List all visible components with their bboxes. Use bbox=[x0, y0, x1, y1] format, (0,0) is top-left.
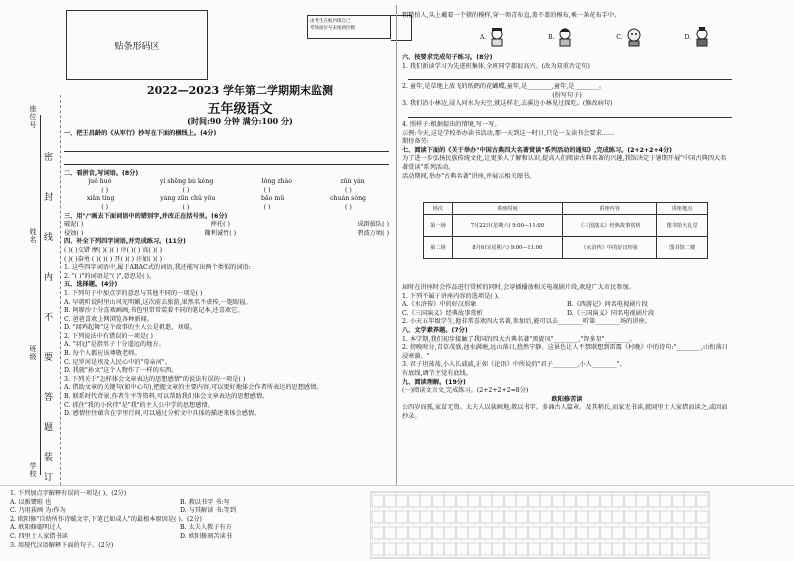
school-label: 学校 bbox=[29, 462, 37, 478]
option: D. 与其解读 书:等到 bbox=[180, 507, 237, 515]
s3-item: 侵蚀( ) bbox=[64, 229, 84, 237]
bottom-questions bbox=[10, 490, 350, 550]
grid-cell[interactable] bbox=[372, 495, 384, 507]
grid-cell[interactable] bbox=[600, 495, 612, 507]
grid-cell[interactable] bbox=[408, 527, 420, 539]
grid-cell[interactable] bbox=[396, 527, 408, 539]
right-column-lower bbox=[402, 284, 732, 422]
bottom-question-2: 2. 欧阳修"自幼所作诗赋文字,下笔已如成人"的最根本原因是( )。(2分) bbox=[10, 515, 202, 523]
option-label: A. bbox=[480, 33, 487, 41]
barcode-label: 贴条形码区 bbox=[114, 41, 160, 52]
pinyin: lǒng zhào bbox=[261, 178, 292, 186]
s5-q3-option-a: A. 借助文章的关键句(如中心句),把握文章的主要内容,可以更好地体会作者所表达的思想感情。 bbox=[64, 384, 323, 392]
seat-note-line1: 由考生在框内填自己 bbox=[310, 19, 351, 24]
grid-cell[interactable] bbox=[648, 511, 660, 523]
s7-option: D.《三国演义》同名电视剧片段 bbox=[567, 309, 655, 317]
seal-char-1: 密 bbox=[44, 153, 54, 163]
character-a-icon bbox=[489, 27, 505, 47]
seal-char-3: 线 bbox=[44, 233, 54, 243]
s5-q3-option-b: B. 联系时代背景,作者生平等资料,可以帮助我们体会文章表达的思想感情。 bbox=[64, 393, 269, 401]
grid-cell[interactable] bbox=[564, 527, 576, 539]
seal-char-9: 装 bbox=[44, 453, 54, 463]
s4-row-2: ( )( )奋勇 ( )( )( ) 开( )( ) 汗如( )( ) bbox=[64, 255, 162, 263]
grid-cell[interactable] bbox=[456, 527, 468, 539]
option: D. 欧阳修刻苦读书 bbox=[180, 532, 232, 540]
pinyin: chuán sòng bbox=[330, 195, 367, 203]
s8-question-2: 2. 傍晚时分,青草茂盛,池水满塘,远山落日,悠然宁静。这景色让人不禁联想到雷震《村晚》中的诗句:"________,山衔落日浸寒漪。" bbox=[402, 344, 728, 360]
grid-cell[interactable] bbox=[396, 543, 408, 555]
answer-line-2[interactable] bbox=[64, 156, 389, 165]
option: A. 以贩鹭畦 也 bbox=[10, 498, 52, 506]
seal-char-8: 题 bbox=[44, 423, 54, 433]
option-a[interactable] bbox=[480, 26, 505, 48]
grid-cell[interactable] bbox=[420, 527, 432, 539]
composition-grid[interactable] bbox=[370, 490, 710, 560]
option: C. 乃用荻画 为:作为 bbox=[10, 507, 66, 515]
option: C. 四里士人家借书读 bbox=[10, 532, 68, 540]
grid-cell[interactable] bbox=[612, 495, 624, 507]
answer-line-1[interactable] bbox=[64, 143, 389, 152]
grid-cell[interactable] bbox=[456, 511, 468, 523]
character-d-icon bbox=[694, 27, 710, 47]
lecture-schedule-table bbox=[423, 202, 708, 259]
s3-item: 碧波万顷( ) bbox=[357, 229, 389, 237]
s7-paragraph-2: 活动期间,举办"古典名著"讲座,并展示相关图书。 bbox=[402, 172, 536, 180]
grid-cell[interactable] bbox=[696, 543, 708, 555]
table-header: 讲座内容 bbox=[562, 203, 656, 215]
grid-cell[interactable] bbox=[660, 543, 672, 555]
table-cell: 图书馆大礼堂 bbox=[657, 215, 708, 237]
grid-cell[interactable] bbox=[552, 511, 564, 523]
seal-char-10: 订 bbox=[44, 473, 54, 483]
grid-cell[interactable] bbox=[420, 543, 432, 555]
grid-cell[interactable] bbox=[480, 511, 492, 523]
grid-cell[interactable] bbox=[432, 527, 444, 539]
s6-question-4: 4. 照样子:根据提出的情境,写一写。 bbox=[402, 120, 501, 128]
grid-cell[interactable] bbox=[504, 527, 516, 539]
grid-cell[interactable] bbox=[444, 495, 456, 507]
grid-cell[interactable] bbox=[564, 543, 576, 555]
s5-q2-option-c: C. 尼罗河是埃及人民心中的"母亲河"。 bbox=[64, 358, 171, 366]
section-1-heading: 一、把王昌龄的《从军行》抄写在下面的横线上。(4分) bbox=[64, 130, 217, 137]
grid-cell[interactable] bbox=[444, 511, 456, 523]
class-label: 班级 bbox=[29, 345, 37, 361]
option: B. 太夫人教子有方 bbox=[180, 524, 232, 532]
section-6-heading: 六、按要求完成句子练习。(8分) bbox=[402, 54, 493, 61]
s6-question-3: 3. 我们沿小林边,浸入河水为天空,就这样走,去溪边小林见过探吃。(修改病句) bbox=[402, 100, 613, 108]
grid-cell[interactable] bbox=[576, 495, 588, 507]
s5-q2-option-d: D. 我就"孙文"这个人物作了一样的东西。 bbox=[64, 367, 178, 375]
section-2-heading: 二、看拼音,写词语。(8分) bbox=[64, 169, 139, 177]
grid-cell[interactable] bbox=[540, 511, 552, 523]
s7-question-2: 2. 小天五年级学生,他非常喜欢四大名著,参加后,能可以去________听第________场的讲座。 bbox=[402, 318, 651, 326]
grid-cell[interactable] bbox=[696, 527, 708, 539]
grid-cell[interactable] bbox=[468, 495, 480, 507]
s8-question-3: 3. 君子坦荡荡,小人长戚戚,正如《论语》中所说的"君子________,小人________"。 bbox=[402, 361, 626, 369]
grid-cell[interactable] bbox=[552, 495, 564, 507]
grid-cell[interactable] bbox=[660, 511, 672, 523]
bottom-question-1: 1. 下列加点字解释有误的一项是( )。(2分) bbox=[10, 490, 127, 497]
s7-option: B.《西游记》同名电视剧片段 bbox=[567, 301, 648, 309]
grid-cell[interactable] bbox=[468, 543, 480, 555]
s7-paragraph: 为了进一步弘扬民族传统文化,让更多人了解和认识,提高人们阅读古典名著的兴趣,我馆决定于暑期开展"中国古典四大名著赏读"系列活动。 bbox=[402, 155, 727, 171]
grid-cell[interactable] bbox=[552, 543, 564, 555]
table-header: 场次 bbox=[424, 203, 453, 215]
grid-cell[interactable] bbox=[528, 543, 540, 555]
seal-char-7: 答 bbox=[44, 393, 54, 403]
grid-cell[interactable] bbox=[468, 527, 480, 539]
grid-cell[interactable] bbox=[648, 527, 660, 539]
option: A. 欧阳修聪明过人 bbox=[10, 524, 62, 532]
grid-cell[interactable] bbox=[624, 543, 636, 555]
seal-char-4: 内 bbox=[44, 273, 54, 283]
grid-cell[interactable] bbox=[636, 511, 648, 523]
grid-cell[interactable] bbox=[492, 511, 504, 523]
pinyin-row-2 bbox=[64, 195, 389, 204]
pinyin: yáng zūn chǔ yōu bbox=[160, 195, 216, 203]
grid-cell[interactable] bbox=[648, 495, 660, 507]
character-options bbox=[480, 26, 710, 48]
grid-cell[interactable] bbox=[684, 511, 696, 523]
s4-row-1: ( )( )交错 摩( )( )( ) 序( )( ) 真( )( ) bbox=[64, 246, 162, 254]
character-b-icon bbox=[557, 27, 573, 47]
option-b[interactable] bbox=[548, 26, 573, 48]
seal-line bbox=[40, 115, 41, 475]
grid-cell[interactable] bbox=[552, 527, 564, 539]
grid-cell[interactable] bbox=[468, 511, 480, 523]
exam-year-title: 2022—2023 学年第二学期期末监测 bbox=[146, 84, 334, 97]
grid-cell[interactable] bbox=[492, 543, 504, 555]
grid-cell[interactable] bbox=[456, 495, 468, 507]
grid-cell[interactable] bbox=[612, 527, 624, 539]
grid-cell[interactable] bbox=[528, 495, 540, 507]
grid-cell[interactable] bbox=[672, 511, 684, 523]
grid-cell[interactable] bbox=[600, 527, 612, 539]
section-3-heading: 三、用"/"画去下面词语中的错别字,并改正在括号里。(6分) bbox=[64, 212, 228, 220]
section-8-heading: 八、文学素养题。(7分) bbox=[402, 326, 468, 334]
s5-question-2: 2. 下列说法中有错误的一项是( ) bbox=[64, 332, 153, 340]
grid-cell[interactable] bbox=[624, 511, 636, 523]
character-description: 粗糙怕人,头上戴着一个猪的模样,穿一领青布直,盖不盖的模布,乘一条花布手中。 bbox=[402, 12, 621, 19]
s3-item: 成群拔队( ) bbox=[357, 221, 389, 229]
grid-cell[interactable] bbox=[600, 543, 612, 555]
s8-q3-note: 有底线,调节主觉有底线。 bbox=[402, 369, 473, 377]
left-column bbox=[64, 130, 389, 419]
grid-cell[interactable] bbox=[432, 511, 444, 523]
blank-row[interactable]: ( ) ( ) ( ) ( ) bbox=[101, 203, 352, 211]
right-column bbox=[402, 12, 732, 21]
reading-text: 公四岁而孤,家贫无资。太夫人以荻画地,教以书字。多诵古人篇章。及其稍长,而家无书读,就闾里士人家借而读之,或因而抄录。 bbox=[402, 404, 728, 420]
grid-cell[interactable] bbox=[684, 527, 696, 539]
grid-cell[interactable] bbox=[684, 543, 696, 555]
table-row bbox=[424, 215, 708, 237]
grid-cell[interactable] bbox=[612, 511, 624, 523]
grid-cell[interactable] bbox=[540, 495, 552, 507]
grid-cell[interactable] bbox=[528, 511, 540, 523]
grid-cell[interactable] bbox=[396, 495, 408, 507]
pinyin-row-1 bbox=[64, 178, 389, 187]
bottom-question-3: 3. 用现代汉语解释下面的句子。(2分) bbox=[10, 541, 114, 549]
grid-cell[interactable] bbox=[384, 495, 396, 507]
grid-cell[interactable] bbox=[612, 543, 624, 555]
grid-cell[interactable] bbox=[564, 495, 576, 507]
grid-cell[interactable] bbox=[408, 511, 420, 523]
s7-q1-options bbox=[402, 301, 732, 318]
column-divider bbox=[396, 5, 397, 485]
option-d[interactable] bbox=[684, 26, 710, 48]
s6-question-1: 1. 我们新读学习为先进班集体,全班同学都很高兴。(改为双重否定句) bbox=[402, 62, 590, 70]
grid-cell[interactable] bbox=[456, 543, 468, 555]
s5-q1-option-a: A. 早就听说阿里山风光明媚,这次前去旅游,果然名不虚传,一饱眼福。 bbox=[64, 298, 252, 306]
grid-cell[interactable] bbox=[492, 527, 504, 539]
s6-q4-prompt: 期待备劳: bbox=[402, 138, 429, 146]
grid-cell[interactable] bbox=[588, 495, 600, 507]
grid-cell[interactable] bbox=[516, 527, 528, 539]
grid-cell[interactable] bbox=[420, 495, 432, 507]
grid-cell[interactable] bbox=[372, 511, 384, 523]
grid-cell[interactable] bbox=[624, 527, 636, 539]
reading-title: 欧阳修苦读 bbox=[551, 395, 583, 403]
grid-cell[interactable] bbox=[588, 511, 600, 523]
grid-cell[interactable] bbox=[696, 511, 708, 523]
section-5-heading: 五、选择题。(4分) bbox=[64, 281, 118, 289]
s6-answer-line-1[interactable] bbox=[408, 71, 732, 80]
option-label: D. bbox=[684, 33, 691, 41]
grid-cell[interactable] bbox=[540, 527, 552, 539]
pinyin: zūn yán bbox=[340, 178, 365, 186]
seat-no-label: 座位号 bbox=[29, 105, 37, 129]
table-cell: 图书馆二楼 bbox=[657, 237, 708, 259]
name-label: 姓名 bbox=[29, 228, 37, 244]
s5-q2-option-a: A. "羽冠"是指男子十分遥远的地方。 bbox=[64, 341, 165, 349]
grid-cell[interactable] bbox=[432, 543, 444, 555]
grid-cell[interactable] bbox=[480, 543, 492, 555]
section-7-heading: 七、阅读下面的《关于举办"中国古典四大名著赏读"系列活动的通知》,完成练习。(2+2+2+4分) bbox=[402, 146, 672, 154]
grid-cell[interactable] bbox=[672, 543, 684, 555]
s6-question-2: 2. 童年,是草地上放飞的纸鹤的花蝴蝶,童年,是________,童年,是________。 bbox=[402, 83, 606, 91]
grid-cell[interactable] bbox=[432, 495, 444, 507]
s5-q1-option-c: C. 爸爸喜欢上网浏览各种新闻。 bbox=[64, 315, 153, 323]
s7-after-text: 届时在讲座时会作品进行赏析的同时,会穿插播放相关电视剧片段,欢迎广大市民参加。 bbox=[402, 284, 635, 291]
grid-cell[interactable] bbox=[480, 495, 492, 507]
grid-cell[interactable] bbox=[516, 511, 528, 523]
s4-question-2: 2. "( )"的词语是"( )",意思是( )。 bbox=[64, 272, 156, 280]
s7-option: A.《水浒传》中的好汉形象 bbox=[402, 301, 477, 309]
table-cell: 8月6日(星期六) 9:00—11:00 bbox=[452, 237, 562, 259]
option-label: B. bbox=[548, 33, 555, 41]
blank-row[interactable]: ( ) ( ) ( ) ( ) bbox=[101, 186, 352, 194]
s7-option: C.《三国演义》经典故事赏析 bbox=[402, 309, 483, 317]
grid-cell[interactable] bbox=[384, 527, 396, 539]
grid-cell[interactable] bbox=[588, 527, 600, 539]
grid-cell[interactable] bbox=[504, 495, 516, 507]
pinyin: jué huó bbox=[88, 178, 112, 186]
s5-q3-option-c: C. 抓住"我的小伙伴"是"我"的主人公中学的思想感情。 bbox=[64, 401, 214, 409]
s5-question-3: 3. 下列关于"怎样体会文章表达的思想感情"的说法有误的一项是( ) bbox=[64, 375, 246, 383]
s6-q4-example: 示例:今天,这是学校举办读书活动,那一天到这一时日,只是一支读书会要求…… bbox=[402, 129, 615, 137]
grid-cell[interactable] bbox=[516, 543, 528, 555]
grid-cell[interactable] bbox=[528, 527, 540, 539]
grid-cell[interactable] bbox=[444, 543, 456, 555]
grid-cell[interactable] bbox=[408, 495, 420, 507]
grid-cell[interactable] bbox=[396, 511, 408, 523]
grid-cell[interactable] bbox=[384, 511, 396, 523]
grid-cell[interactable] bbox=[504, 511, 516, 523]
grid-cell[interactable] bbox=[504, 543, 516, 555]
exam-meta: (时间:90 分钟 满分:100 分) bbox=[187, 116, 293, 126]
seal-char-6: 要 bbox=[44, 353, 54, 363]
s4-question-1: 1. 这些四字词语中,属于ABAC式的词语,我还能写出两个类似的词语: bbox=[64, 264, 251, 272]
bottom-q1-options bbox=[10, 499, 350, 516]
grid-cell[interactable] bbox=[576, 543, 588, 555]
grid-cell[interactable] bbox=[408, 543, 420, 555]
grid-cell[interactable] bbox=[672, 527, 684, 539]
grid-cell[interactable] bbox=[672, 495, 684, 507]
bottom-q2-options bbox=[10, 524, 350, 541]
s3-item: 破泥( ) bbox=[64, 221, 84, 229]
option: B. 教以书字 书:写 bbox=[180, 498, 230, 506]
table-cell: 7月22日(星期六) 9:00—11:00 bbox=[452, 215, 562, 237]
pinyin: xiǎn tíng bbox=[86, 195, 115, 203]
grid-cell[interactable] bbox=[420, 511, 432, 523]
table-header: 讲座时间 bbox=[452, 203, 562, 215]
grid-cell[interactable] bbox=[372, 543, 384, 555]
character-c-icon bbox=[626, 27, 642, 47]
grid-cell[interactable] bbox=[444, 527, 456, 539]
right-column-body bbox=[402, 54, 732, 181]
grid-cell[interactable] bbox=[384, 543, 396, 555]
s5-question-1: 1. 下列句子中加点字的意思与其他不同的一项是( ) bbox=[64, 289, 203, 297]
grid-cell[interactable] bbox=[636, 543, 648, 555]
grid-cell[interactable] bbox=[636, 495, 648, 507]
seat-note bbox=[307, 15, 391, 39]
s5-q2-option-b: B. 每个人都应该尊敬老师。 bbox=[64, 350, 141, 358]
seal-char-2: 封 bbox=[44, 193, 54, 203]
section-4-heading: 四、补全下列四字词语,并完成练习。(11分) bbox=[64, 238, 186, 246]
grid-cell[interactable] bbox=[372, 527, 384, 539]
s8-question-1: 1. 本学期,我们初步接触了我国的四大古典名著"黑旋风"________,"智多星"________。 bbox=[402, 335, 636, 343]
s5-q1-option-b: B. 阿廖沙十分喜欢画画,书包里常常装着不同的笔记本,还喜欢它。 bbox=[64, 307, 244, 315]
grid-cell[interactable] bbox=[660, 527, 672, 539]
grid-cell[interactable] bbox=[564, 511, 576, 523]
table-cell: 第二场 bbox=[424, 237, 453, 259]
grid-cell[interactable] bbox=[648, 543, 660, 555]
grid-cell[interactable] bbox=[480, 527, 492, 539]
table-cell: 第一场 bbox=[424, 215, 453, 237]
s9-part-a: (一)阅读文言文,完成练习。(2+2+2+2=8分) bbox=[402, 387, 529, 395]
table-cell: 《三国演义》经典故事赏析 bbox=[562, 215, 656, 237]
grid-cell[interactable] bbox=[600, 511, 612, 523]
s3-row-1 bbox=[64, 221, 389, 230]
grid-cell[interactable] bbox=[696, 495, 708, 507]
pinyin: bǎo mǔ bbox=[261, 195, 285, 203]
seat-note-line2: 考场座位号末尾两位数 bbox=[310, 26, 355, 31]
s5-q3-option-d: D. 感情往往蕴含在字里行间,可以通过分析文中具体的描述来体会感情。 bbox=[64, 410, 261, 418]
seal-char-5: 不 bbox=[44, 313, 54, 323]
grid-cell[interactable] bbox=[588, 543, 600, 555]
option-label: C. bbox=[616, 33, 623, 41]
s6-answer-line-3[interactable] bbox=[408, 109, 732, 118]
table-cell: 《水浒传》中的好汉形象 bbox=[562, 237, 656, 259]
s5-q1-option-d: D. "闻鸡起舞"这个故事的主人公是祖逖、刘琨。 bbox=[64, 324, 196, 332]
pinyin: yí shēng bù kěng bbox=[159, 178, 214, 186]
grid-cell[interactable] bbox=[684, 495, 696, 507]
section-9-heading: 九、阅读理解。(19分) bbox=[402, 378, 466, 386]
table-row bbox=[424, 237, 708, 259]
grid-cell[interactable] bbox=[576, 511, 588, 523]
table-header-row bbox=[424, 203, 708, 215]
s6-q2-note: (扮写句子) bbox=[552, 91, 582, 99]
barcode-area bbox=[66, 10, 208, 80]
grid-cell[interactable] bbox=[660, 495, 672, 507]
table-header: 讲座地点 bbox=[657, 203, 708, 215]
grid-cell[interactable] bbox=[540, 543, 552, 555]
grid-cell[interactable] bbox=[636, 527, 648, 539]
grid-cell[interactable] bbox=[576, 527, 588, 539]
grid-cell[interactable] bbox=[492, 495, 504, 507]
grid-cell[interactable] bbox=[516, 495, 528, 507]
s3-item: 撕利诚竹( ) bbox=[204, 229, 237, 237]
s7-question-1: 1. 下列不属于讲座内容的选项是( )。 bbox=[402, 292, 504, 300]
grid-cell[interactable] bbox=[624, 495, 636, 507]
exam-subject-title: 五年级语文 bbox=[207, 102, 273, 117]
s3-item: 摔托( ) bbox=[210, 221, 230, 229]
option-c[interactable] bbox=[616, 26, 641, 48]
